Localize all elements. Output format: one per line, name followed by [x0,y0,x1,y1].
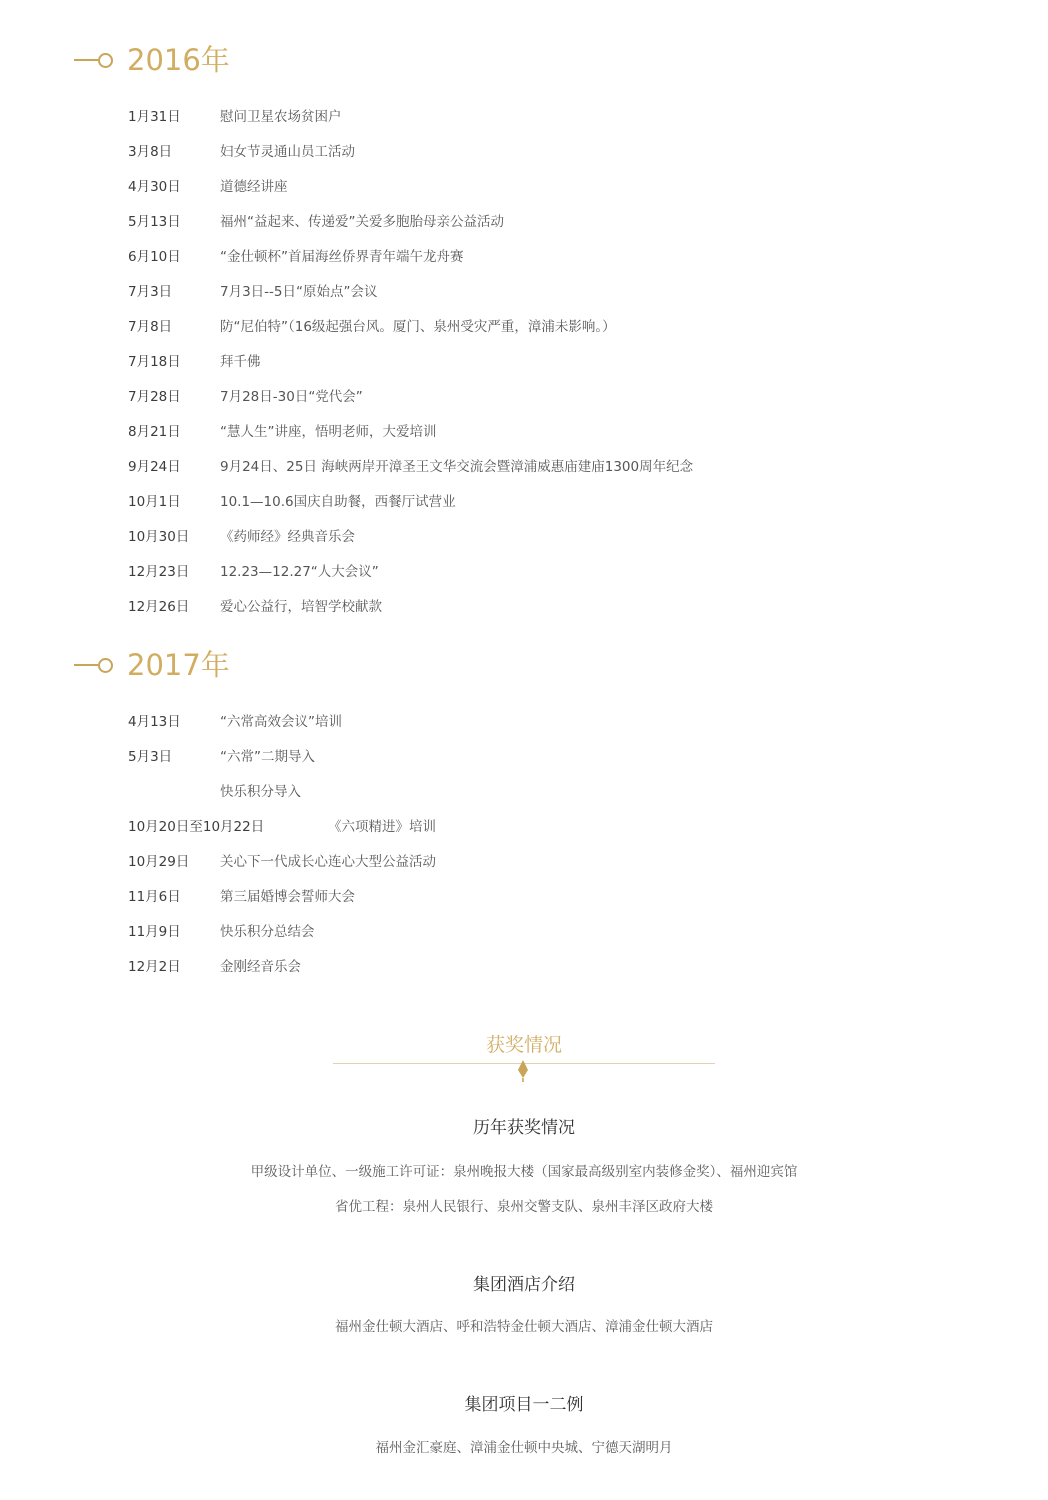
event-description: 防“尼伯特”（16级起强台风。厦门、泉州受灾严重，漳浦未影响。） [220,319,616,335]
event-description: 《六项精进》培训 [328,819,436,835]
event-description: 7月28日-30日“党代会” [220,389,363,405]
event-description: 慰问卫星农场贫困户 [220,109,342,125]
event-description: 第三届婚博会誓师大会 [220,889,355,905]
hotels-text: 福州金仕顿大酒店、呼和浩特金仕顿大酒店、漳浦金仕顿大酒店 [335,1319,713,1335]
history-awards-line: 甲级设计单位、一级施工许可证：泉州晚报大楼（国家最高级别室内装修金奖）、福州迎宾馆 [250,1164,798,1180]
event-date: 7月18日 [128,354,181,370]
event-date: 10月20日至10月22日 [128,819,265,835]
event-description: 12.23—12.27“人大会议” [220,564,379,580]
timeline-line [74,664,98,666]
event-description: “六常”二期导入 [220,749,315,765]
event-description: 爱心公益行，培智学校献款 [220,599,382,615]
event-description: 10.1—10.6国庆自助餐，西餐厅试营业 [220,494,456,510]
year-title: 2017年 [127,648,230,682]
event-date: 1月31日 [128,109,181,125]
event-description: 快乐积分总结会 [220,924,315,940]
event-date: 10月29日 [128,854,190,870]
pen-nib-icon [517,1060,529,1082]
event-date: 12月26日 [128,599,190,615]
event-description: 金刚经音乐会 [220,959,301,975]
event-description: 拜千佛 [220,354,261,370]
event-description: 9月24日、25日 海峡两岸开漳圣王文华交流会暨漳浦威惠庙建庙1300周年纪念 [220,459,694,475]
event-description: 福州“益起来、传递爱”关爱多胞胎母亲公益活动 [220,214,504,230]
event-date: 6月10日 [128,249,181,265]
history-awards-heading: 历年获奖情况 [473,1118,575,1138]
event-date: 11月9日 [128,924,181,940]
event-date: 4月30日 [128,179,181,195]
hotels-heading: 集团酒店介绍 [473,1275,575,1295]
year-title: 2016年 [127,43,230,77]
history-awards-line: 省优工程：泉州人民银行、泉州交警支队、泉州丰泽区政府大楼 [335,1199,713,1215]
event-date: 8月21日 [128,424,181,440]
event-date: 3月8日 [128,144,173,160]
timeline-circle-icon [98,53,113,68]
event-date: 5月3日 [128,749,173,765]
event-date: 11月6日 [128,889,181,905]
timeline-line [74,59,98,61]
timeline-circle-icon [98,658,113,673]
event-date: 12月23日 [128,564,190,580]
event-description: 7月3日--5日“原始点”会议 [220,284,378,300]
awards-title: 获奖情况 [485,1034,562,1056]
projects-text: 福州金汇豪庭、漳浦金仕顿中央城、宁德天湖明月 [375,1440,673,1456]
event-date: 4月13日 [128,714,181,730]
event-description: “金仕顿杯”首届海丝侨界青年端午龙舟赛 [220,249,464,265]
event-date: 7月3日 [128,284,173,300]
projects-heading: 集团项目一二例 [464,1395,584,1415]
event-date: 12月2日 [128,959,181,975]
event-date: 7月8日 [128,319,173,335]
event-description: “慧人生”讲座，悟明老师，大爱培训 [220,424,437,440]
event-date: 9月24日 [128,459,181,475]
event-description: 关心下一代成长心连心大型公益活动 [220,854,436,870]
event-description: 道德经讲座 [220,179,288,195]
event-description: 快乐积分导入 [220,784,301,800]
event-date: 10月1日 [128,494,181,510]
event-date: 7月28日 [128,389,181,405]
event-description: 《药师经》经典音乐会 [220,529,355,545]
event-description: 妇女节灵通山员工活动 [220,144,355,160]
event-description: “六常高效会议”培训 [220,714,342,730]
event-date: 10月30日 [128,529,190,545]
event-date: 5月13日 [128,214,181,230]
